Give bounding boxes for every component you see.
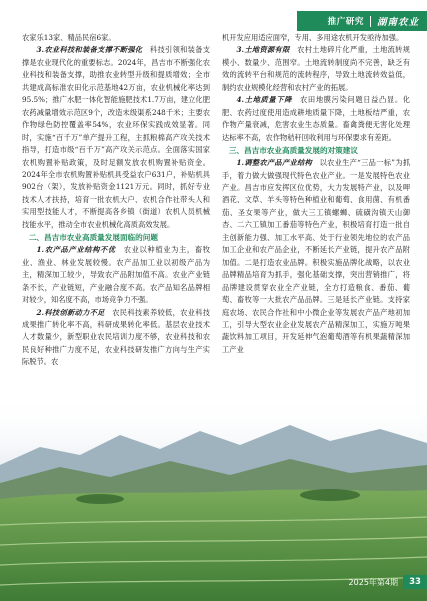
column-name: 推广研究: [327, 17, 364, 27]
body-paragraph: [222, 32, 410, 44]
issue-label: 2025年第4期: [348, 577, 398, 587]
body-paragraph: [222, 44, 410, 94]
body-paragraph: [222, 94, 410, 144]
header-divider: [370, 16, 371, 27]
header-bar: [297, 11, 427, 31]
body-paragraph: [22, 307, 210, 369]
body-paragraph: [222, 157, 410, 356]
subheading: 1.农产品产业结构不优: [36, 245, 116, 255]
magazine-name: 湖南农业: [376, 17, 419, 28]
body-paragraph: [22, 32, 210, 44]
paragraph-text: 科技引领和装备支撑是农业现代化的重要标志。2024年，昌吉市不断强化农业科技和装备支撑，助推农业转型升级和提质增效；全市共建成高标准农田化示范基地42万亩，农业机械化率达到95.5%；推广水肥一体化智能施肥技术1.7万亩，建立化肥农药减量增效示范区9个，改造末级渠系248千米；主要农作物绿色防控覆盖率54%，农业环保实践成效显著。同时，实施“百千万”单产提升工程，主抓粮棉高产攻关技术指导，打造市级“百千万”高产攻关示范点。全面落实国家农机购置补贴政策，及时足额发放农机购置补贴资金。2024年全市农机购置补贴机具受益农户631户，补贴机具902台（架），发放补贴资金1121万元。同时，抓好专业技术人才扶持，培育一批农机大户、农机合作社带头人和实用型技能人才，不断提高各乡镇（街道）农机人员机械技能水平，推动全市农业机械化高质高效发展。: [22, 45, 210, 229]
body-paragraph: [22, 244, 210, 306]
paragraph-text: 农民科技素养较低，农业科技成果推广转化率不高，科研成果转化率低。基层农业技术人才数量少，新型职业农民培训力度不够，农业科技和农民良好种推广力度不足，农业科技研发推广方向与生产实际脱节。农: [22, 307, 210, 367]
paragraph-text: 农田地膜污染问题日益凸显。化肥、农药过度使用造成耕地质量下降，土地板结严重，农作物产量衰减，危害农业生态质量。畜禽粪便无害化处理达标率不高，农作物秸秆回收利用与环保要求有差距。: [222, 95, 410, 142]
section-heading: 二、昌吉市农业高质量发展面临的问题: [28, 233, 158, 243]
paragraph-text: 农业以种植业为主，畜牧业、渔业、林业发展较慢。农产品加工业以初级产品为主，精深加工较少，导致农产品附加值不高。农业产业链条不长，产业链短，产业融合度不高。农产品知名品牌相对较少，知名度不高，市场竞争力不强。: [22, 245, 210, 305]
subheading: 1.调整农产品产业结构: [236, 158, 313, 168]
subheading: 4.土地质量下降: [236, 95, 293, 105]
paragraph-text: 以农业生产“三品一标”为抓手，着力做大做强现代特色农业产业。一是发展特色农业产业。昌吉市应发挥区位优势，大力发展特产业，以及呷酒花、文草、羊头等特色种植业和葡萄、食用菌、有机番茄、圣女果等产业，做大三工镇螺蛳、硫磺沟镇天山御杏、二六工镇加工番茄等特色产业，积极培育打造一批自主创新能力强、加工水平高、处于行业领先地位的农产品加工企业和农产品企业，不断延长产业链，提升农产品附加值。二是打造农业品牌。积极实施品牌化战略，以农业品牌精品培育为抓手，强化基础支撑，突出营销推广，将品牌建设贯穿农业全产业链，全方打造粮食、番茄、葡萄、畜牧等一大批农产品品牌。三是延长产业链。支持家庭农场、农民合作社和中小微企业等发展农产品产地初加工，引导大型农业企业发展农产品精深加工，实施万吨果蔬饮料加工项目，开发延伸气泡葡萄酒等有机果蔬精深加工产业: [222, 158, 410, 354]
subheading: 2.科技创新动力不足: [36, 307, 105, 317]
left-text-column: [22, 32, 210, 369]
section-heading: 三、昌吉市农业高质量发展的对策建议: [228, 146, 358, 156]
subheading: 3.农业科技和装备支撑不断强化: [36, 45, 143, 55]
body-paragraph: [22, 44, 210, 231]
page-footer: [349, 575, 427, 589]
paragraph-text: 农村土地碎片化严重，土地流转规模小、数量少、范围窄。土地流转制度尚不完善，缺乏有效的流转平台和规范的流转程序，导致土地流转效益低，制约农业规模化经营和农村产业的拓展。: [222, 45, 410, 92]
paragraph-text: 机开发应用适应面窄，专用、多用途农机开发亟待加强。: [222, 33, 404, 42]
page-number: 33: [403, 575, 427, 589]
right-text-column: [222, 32, 410, 356]
subheading: 3.土地资源有限: [236, 45, 290, 55]
landscape-photo: [0, 395, 427, 601]
paragraph-text: 农家乐13家、精品民宿6家。: [22, 33, 116, 42]
